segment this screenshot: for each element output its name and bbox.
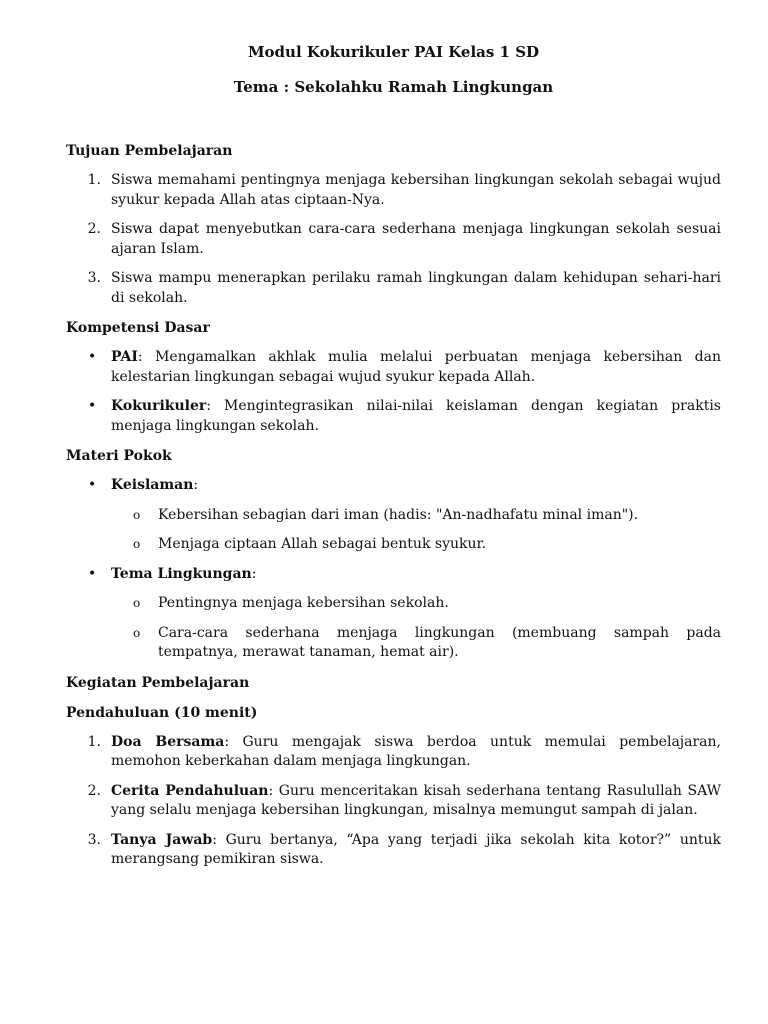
section-heading-tujuan: Tujuan Pembelajaran [66,143,233,159]
sub-list-item-text: Pentingnya menjaga kebersihan sekolah. [158,595,449,611]
list-item [66,348,721,387]
sub-list-item [66,594,721,614]
bullet-icon: • [88,398,97,414]
list-item-term: Tema Lingkungan [111,565,252,582]
list-item [66,733,721,772]
bullet-icon: • [88,477,97,493]
sub-list-item [66,624,721,663]
list-item [66,831,721,870]
list-number: 3. [87,831,101,848]
sub-list-item-text: Kebersihan sebagian dari iman (hadis: "An-nadhafatu minal iman"). [158,506,639,523]
sub-list-item [66,535,721,555]
bullet-icon: • [88,349,97,365]
sub-list-item-text: Cara-cara sederhana menjaga lingkungan (membuang sampah pada tempatnya, merawat tanaman, hemat air). [158,624,721,660]
list-item [66,220,721,259]
list-item [66,782,721,821]
document-subtitle: Tema : Sekolahku Ramah Lingkungan [233,78,554,96]
bullet-icon: • [88,565,97,582]
kegiatan-list [66,733,721,870]
sub-list-item [66,506,721,526]
list-item-text: Siswa mampu menerapkan perilaku ramah lingkungan dalam kehidupan sehari-hari di sekolah. [111,270,721,306]
list-number: 1. [87,172,101,188]
list-item-term: Cerita Pendahuluan [111,782,269,799]
list-item-suffix: : [251,565,257,582]
kompetensi-list [66,348,721,436]
circle-bullet-icon: o [133,596,141,610]
list-item-text: : Mengamalkan akhlak mulia melalui perbuatan menjaga kebersihan dan kelestarian lingkungan sebagai wujud syukur kepada Allah. [111,349,721,385]
circle-bullet-icon: o [133,625,141,640]
list-item-term: PAI [111,349,138,365]
list-number: 1. [87,733,101,750]
circle-bullet-icon: o [133,537,141,551]
section-heading-kegiatan: Kegiatan Pembelajaran [66,674,250,691]
list-item [66,269,721,308]
list-item-text: : Guru menceritakan kisah sederhana tentang Rasulullah SAW yang selalu menjaga kebersihan lingkungan, misalnya memungut sampah di jalan. [111,782,722,818]
list-item-term: Keislaman [111,477,194,493]
list-item-text: : Mengintegrasikan nilai-nilai keislaman dengan kegiatan praktis menjaga lingkungan sekolah. [111,398,721,434]
list-item-text: : Guru bertanya, “Apa yang terjadi jika sekolah kita kotor?” untuk merangsang pemikiran siswa. [111,831,721,867]
circle-bullet-icon: o [133,507,141,522]
list-item-text: : Guru mengajak siswa berdoa untuk memulai pembelajaran, memohon keberkahan dalam menjaga lingkungan. [111,733,721,769]
list-number: 2. [87,782,101,799]
list-item-text: Siswa dapat menyebutkan cara-cara sederhana menjaga lingkungan sekolah sesuai ajaran Islam. [111,221,721,257]
document-title: Modul Kokurikuler PAI Kelas 1 SD [247,43,540,61]
list-item [66,565,721,585]
materi-list [66,476,721,663]
list-item [66,171,721,210]
list-item-suffix: : [193,477,199,493]
list-item-text: Siswa memahami pentingnya menjaga kebersihan lingkungan sekolah sebagai wujud syukur kepada Allah atas ciptaan-Nya. [111,172,721,208]
list-number: 3. [87,270,101,286]
tujuan-list [66,171,721,308]
list-item-term: Doa Bersama [111,733,225,750]
subsection-heading-pendahuluan: Pendahuluan (10 menit) [66,704,258,721]
section-heading-kompetensi: Kompetensi Dasar [66,320,210,336]
list-item [66,476,721,496]
list-number: 2. [87,221,101,237]
list-item-term: Kokurikuler [111,398,207,414]
list-item [66,397,721,436]
list-item-term: Tanya Jawab [111,831,213,848]
sub-list-item-text: Menjaga ciptaan Allah sebagai bentuk syukur. [158,536,487,552]
section-heading-materi: Materi Pokok [66,448,172,464]
